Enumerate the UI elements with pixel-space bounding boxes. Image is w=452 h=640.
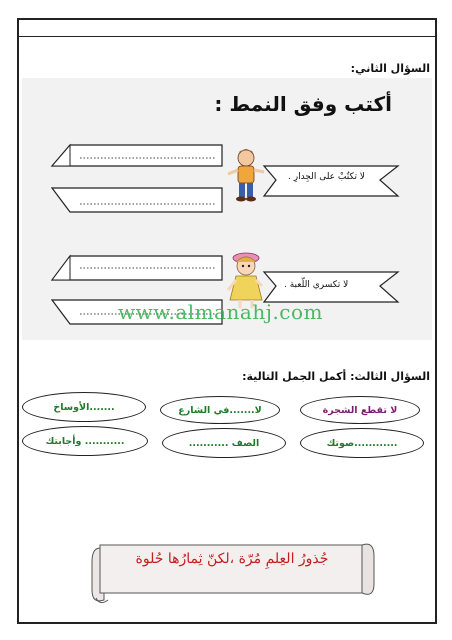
completion-oval-3: .......الأوساخ <box>22 392 146 422</box>
answer-banner-1 <box>52 145 222 166</box>
completion-oval-4: ............صوتك <box>300 428 424 458</box>
boy-illustration <box>228 149 264 202</box>
completion-oval-5: الصف ........... <box>162 428 286 458</box>
example-sentence-1: لا تكتُبْ على الجِدارِ . <box>288 172 365 182</box>
example-sentence-2: لا تكسري اللّعبة . <box>284 280 349 290</box>
completion-oval-1: لا تقطع الشجرة <box>300 396 420 424</box>
completion-oval-2: لا.......في الشارع <box>160 396 280 424</box>
pattern-title: أكتب وفق النمط : <box>214 92 392 116</box>
answer-banner-3 <box>52 256 222 280</box>
answer-banner-2 <box>52 188 222 212</box>
question3-heading: السؤال الثالث: أكمل الجمل التالية: <box>242 370 430 383</box>
question2-heading: السؤال الثاني: <box>350 62 430 75</box>
site-watermark: www.almanahj.com <box>118 300 324 324</box>
completion-oval-6: ........... وأجابتك <box>22 426 148 456</box>
proverb-text: جُذورُ العِلمِ مُرّة ،لكنّ ثِمارُها حُلوة <box>135 551 329 567</box>
